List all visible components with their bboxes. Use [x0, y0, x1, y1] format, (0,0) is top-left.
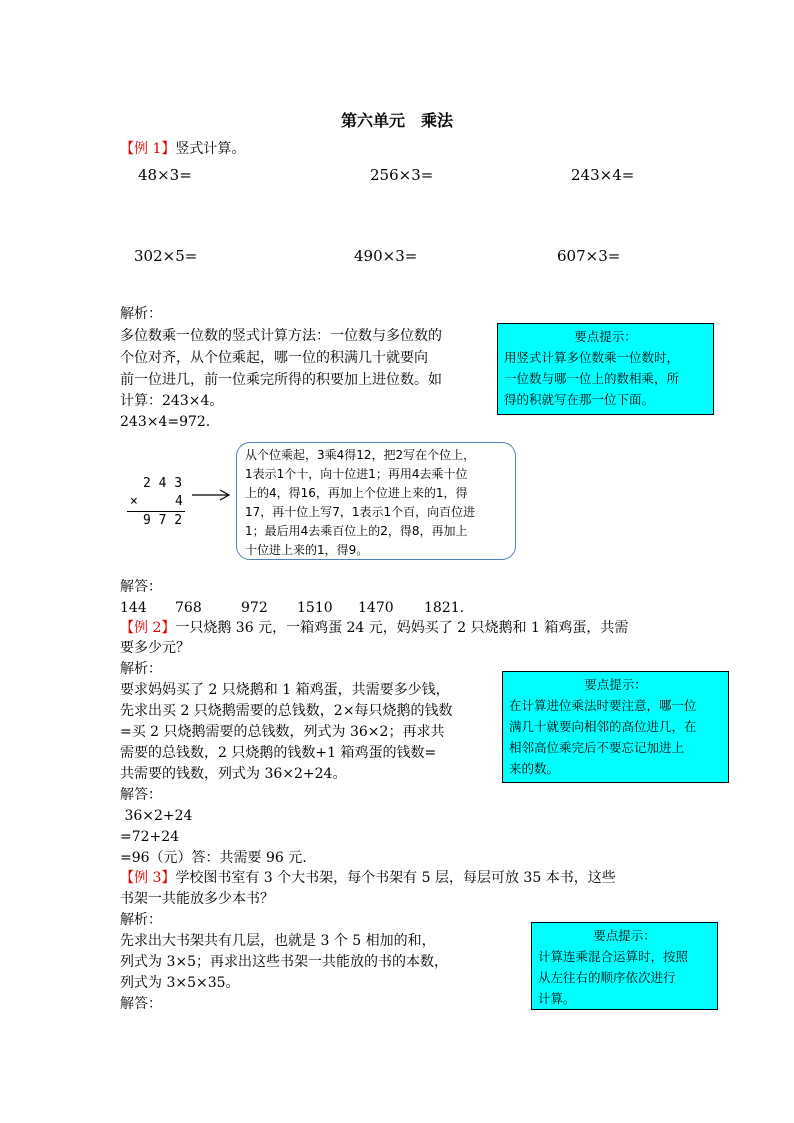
tip-box-line: 在计算进位乘法时要注意，哪一位: [509, 698, 697, 713]
tip-box-line: 来的数。: [509, 761, 560, 776]
example-3-analysis-label: 解析：: [120, 912, 162, 928]
example-2-analysis-line: =买 2 只烧鹅需要的总钱数，列式为 36×2；再求共: [120, 724, 445, 740]
tip-box-header: 要点提示：: [584, 677, 647, 692]
example-3-tag: 【例 3】: [120, 870, 176, 886]
tip-box-line: 得的积就写在那一位下面。: [504, 392, 655, 407]
bubble-line: 十位进上来的1，得9。: [245, 543, 369, 557]
vertical-multiplier: 4: [175, 494, 183, 509]
example-2-answer-label: 解答：: [120, 787, 162, 803]
tip-box-header: 要点提示：: [593, 928, 656, 943]
tip-box-line: 从左往右的顺序依次进行: [538, 970, 676, 985]
tip-box-line: 计算连乘混合运算时，按照: [538, 949, 689, 964]
example-2-analysis-line: 先求出买 2 只烧鹅需要的总钱数，2×每只烧鹅的钱数: [120, 703, 453, 719]
vertical-multiplicand: 2 4 3: [143, 476, 183, 491]
equation-3: 243×4=: [571, 166, 635, 184]
example-2-question-line: 要多少元？: [120, 640, 190, 656]
example-2-answer-line: =72+24: [120, 829, 180, 845]
example-3-analysis-line: 列式为 3×5；再求出这些书架一共能放的书的本数，: [120, 954, 448, 970]
example-1-analysis-line: 243×4=972.: [120, 414, 211, 430]
example-3-question-line: 学校图书室有 3 个大书架，每个书架有 5 层，每层可放 35 本书，这些: [175, 870, 616, 886]
example-2-tag: 【例 2】: [120, 620, 176, 636]
tip-box-header: 要点提示：: [574, 329, 637, 344]
equation-6: 607×3=: [557, 247, 621, 265]
example-1-question: 竖式计算。: [175, 141, 246, 157]
bubble-line: 从个位乘起，3乘4得12，把2写在个位上，: [245, 448, 476, 462]
vertical-product: 9 7 2: [143, 513, 183, 528]
example-2-heading: [120, 617, 628, 639]
example-2-analysis-label: 解析：: [120, 661, 162, 677]
example-2-question-line: 一只烧鹅 36 元，一箱鸡蛋 24 元，妈妈买了 2 只烧鹅和 1 箱鸡蛋，共需: [175, 620, 629, 636]
bubble-line: 17，再十位上写7，1表示1个百，向百位进: [245, 505, 476, 519]
answer-value: 1470: [358, 600, 394, 616]
example-2-answer-line: =96（元）答：共需要 96 元.: [120, 850, 307, 866]
arrow-right-icon: [190, 488, 234, 502]
example-2-analysis-line: 共需要的钱数，列式为 36×2+24。: [120, 766, 347, 782]
answer-value: 1510: [297, 600, 333, 616]
example-2-answer-line: 36×2+24: [120, 808, 193, 824]
tip-box-2: [502, 671, 729, 783]
bubble-line: 1；最后用4去乘百位上的2，得8，再加上: [245, 524, 468, 538]
vertical-multiply-sign: ×: [130, 494, 138, 509]
example-1-analysis-line: 个位对齐，从个位乘起，哪一位的积满几十就要向: [120, 350, 428, 366]
tip-box-line: 相邻高位乘完后不要忘记加进上: [509, 740, 685, 755]
bubble-line: 1表示1个十，向十位进1；再用4去乘十位: [245, 467, 468, 481]
vertical-divider-line: [127, 511, 185, 512]
equation-2: 256×3=: [370, 166, 434, 184]
example-3-analysis-line: 先求出大书架共有几层，也就是 3 个 5 相加的和，: [120, 933, 436, 949]
page-title: 第六单元 乘法: [340, 111, 453, 130]
explanation-bubble: [236, 442, 516, 560]
example-3-question-line: 书架一共能放多少本书？: [120, 891, 274, 907]
example-3-analysis-line: 列式为 3×5×35。: [120, 975, 240, 991]
answer-value: 972: [241, 600, 268, 616]
bubble-line: 上的4，得16，再加上个位进上来的1，得: [245, 486, 468, 500]
answer-value: 768: [175, 600, 202, 616]
tip-box-line: 用竖式计算多位数乘一位数时，: [504, 350, 680, 365]
example-3-heading: [120, 867, 616, 889]
example-1-analysis-line: 多位数乘一位数的竖式计算方法：一位数与多位数的: [120, 328, 442, 344]
tip-box-1: [497, 323, 714, 415]
example-1-answer-label: 解答：: [120, 579, 162, 595]
example-1-heading: [120, 138, 245, 160]
example-2-analysis-line: 需要的总钱数，2 只烧鹅的钱数+1 箱鸡蛋的钱数=: [120, 745, 437, 761]
example-1-analysis-line: 计算：243×4。: [120, 393, 224, 409]
example-1-analysis-label: 解析：: [120, 306, 162, 322]
tip-box-line: 满几十就要向相邻的高位进几，在: [509, 719, 697, 734]
example-1-analysis-line: 前一位进几，前一位乘完所得的积要加上进位数。如: [120, 372, 442, 388]
equation-4: 302×5=: [134, 247, 198, 265]
example-1-tag: 【例 1】: [120, 141, 176, 157]
example-2-analysis-line: 要求妈妈买了 2 只烧鹅和 1 箱鸡蛋，共需要多少钱，: [120, 682, 450, 698]
equation-1: 48×3=: [138, 166, 192, 184]
answer-value: 1821.: [424, 600, 465, 616]
equation-5: 490×3=: [354, 247, 418, 265]
tip-box-line: 计算。: [538, 991, 576, 1006]
tip-box-3: [531, 922, 718, 1010]
tip-box-line: 一位数与哪一位上的数相乘，所: [504, 371, 680, 386]
answer-value: 144: [120, 600, 147, 616]
example-3-answer-label: 解答：: [120, 996, 162, 1012]
